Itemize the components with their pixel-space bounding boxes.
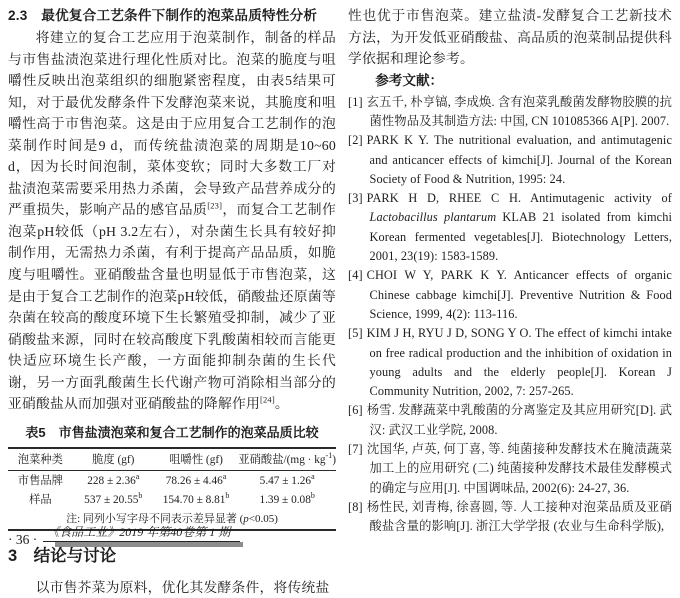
reference-item-1 (348, 93, 672, 132)
reference-number: [8] (348, 499, 363, 514)
reference-text: PARK K Y. The nutritional evaluation, and antimutagenic and anticancer effects of kimchi[J]. Journal of the Korean Society of Food & Nutrition, 1995: 24. (366, 133, 672, 186)
cell-sig-letter: b (225, 491, 230, 501)
reference-number: [2] (348, 133, 363, 148)
reference-item-3 (348, 189, 672, 266)
note-text-end: <0.05) (248, 512, 278, 525)
journal-info: 《食品工业》2019 年第40卷第 1 期 (43, 525, 240, 542)
right-column (348, 5, 672, 598)
reference-text: PARK H D, RHEE C H. Antimutagenic activity of (366, 191, 672, 206)
cell-number: 228 ± 2.36 (87, 475, 136, 488)
cell-sig-letter: b (138, 491, 143, 501)
cell-number: 78.26 ± 4.46 (165, 475, 223, 488)
cell-value (73, 470, 154, 490)
reference-number: [6] (348, 403, 363, 418)
paragraph-text-1: 将建立的复合工艺应用于泡菜制作，制备的样品与市售盐渍泡菜进行理化性质对比。泡菜的脆度与咀嚼性反映出泡菜组织的细胞紧密程度，由表5结果可知，对于最优发酵条件下发酵泡菜来说，其脆度和咀嚼性高于市售泡菜。这是由于应用复合工艺制作的泡菜制作时间是9 d，而传统盐渍泡菜的周期是10~60 d，因为长时间泡制，菜体变软；同时大多数工厂对盐渍泡菜需要采用热力杀菌，会导致产品营养成分的严重损失，影响产品的感官品质 (8, 30, 336, 218)
header-nitrite (238, 448, 336, 471)
reference-text: 玄五千, 朴亨镐, 李成焕. 含有泡菜乳酸菌发酵物胶膜的抗菌性物品及其制造方法: 中国, CN 101085366 A[P]. 2007. (366, 94, 672, 128)
left-column (8, 5, 336, 598)
reference-number: [4] (348, 268, 363, 283)
header-nitrite-text: 亚硝酸盐/(mg · kg (238, 453, 326, 466)
journal-info-block (43, 523, 243, 547)
reference-item-6 (348, 401, 672, 440)
header-nitrite-close: ) (332, 453, 336, 466)
reference-text: 杨雪. 发酵蔬菜中乳酸菌的分离鉴定及其应用研究[D]. 武汉: 武汉工业学院, 2008. (366, 403, 672, 437)
table-row-sample (8, 490, 336, 509)
reference-item-4 (348, 266, 672, 324)
reference-number: [5] (348, 326, 363, 341)
cell-value (154, 470, 239, 490)
paragraph-text-2: ，而复合工艺制作泡菜pH较低（pH 3.2左右），对杂菌生长具有较好抑制作用，无需热力杀菌，有利于提高产品品质，如脆度与咀嚼性。亚硝酸盐含量也明显低于市售泡菜，这是由于复合工艺制作的泡菜pH较低，硝酸盐还原菌等杂菌在较高的酸度环境下生长繁殖受抑制，减少了亚硝酸盐来源，同时在较高酸度下乳酸菌相较而言能更快适应环境生长产酸，一方面能抑制杂菌的生长代谢，另一方面乳酸菌生长代谢产物可消除相当部分的亚硝酸盐从而加强对亚硝酸盐的降解作用 (8, 202, 336, 412)
reference-text: CHOI W Y, PARK K Y. Anticancer effects of organic Chinese cabbage kimchi[J]. Preventive Nutrition & Food Science, 1999, 4(2): 113-116. (366, 268, 672, 321)
reference-number: [3] (348, 191, 363, 206)
section-2-3-heading: 2.3 最优复合工艺条件下制作的泡菜品质特性分析 (8, 8, 318, 23)
table-caption: 表5 市售盐渍泡菜和复合工艺制作的泡菜品质比较 (25, 424, 319, 440)
continuation-paragraph: 性也优于市售泡菜。建立盐渍-发酵复合工艺新技术方法，为开发低亚硝酸盐、高品质的泡菜制品提供科学依据和理论参考。 (348, 8, 672, 67)
cell-value (73, 490, 154, 509)
page-footer (8, 523, 243, 547)
reference-item-8 (348, 498, 672, 537)
reference-number: [1] (348, 94, 363, 109)
page-number: · 36 · (8, 532, 38, 547)
two-column-layout (8, 5, 672, 598)
table-header-row (8, 448, 336, 471)
analysis-paragraph (8, 27, 336, 415)
cell-number: 5.47 ± 1.26 (259, 475, 312, 488)
conclusion-paragraph: 以市售芥菜为原料，优化其发酵条件，将传统盐 (35, 579, 330, 595)
table-row-market-brand (8, 470, 336, 490)
reference-species-italic: Lactobacillus plantarum (369, 210, 497, 225)
citation-ref-24: [24] (259, 394, 275, 405)
cell-row-name: 市售品牌 (17, 474, 63, 487)
cell-value (154, 490, 239, 509)
citation-ref-23: [23] (207, 200, 223, 211)
cell-row-name: 样品 (29, 493, 52, 506)
reference-item-2 (348, 131, 672, 189)
references-list (348, 93, 672, 537)
reference-item-7 (348, 440, 672, 498)
cell-sig-letter: b (310, 491, 315, 501)
cell-sig-letter: a (222, 472, 227, 482)
reference-text: KIM J H, RYU J D, SONG Y O. The effect of kimchi intake on free radical production and the inhibition of oxidation in young adults and the elderly people[J]. Korean J Community Nutrition, 2002, 7: 257-265. (366, 326, 672, 399)
header-crispness: 脆度 (gf) (73, 448, 154, 471)
cell-sig-letter: a (311, 472, 315, 482)
reference-text-cont: KLAB 21 isolated from kimchi Korean fermented vegetables[J]. Biotechnology Letters, 2001, 23(19): 1583-1589. (369, 210, 672, 264)
cell-value (238, 490, 336, 509)
paragraph-text-3: 。 (274, 396, 289, 412)
section-3-heading: 3 结论与讨论 (8, 546, 117, 565)
cell-number: 1.39 ± 0.08 (259, 494, 311, 507)
reference-text: 杨性民, 刘青梅, 徐喜圆, 等. 人工接种对泡菜品质及亚硝酸盐含量的影响[J]. 浙江大学学报 (农业与生命科学版), (366, 499, 672, 534)
header-pickle-type: 泡菜种类 (8, 448, 73, 471)
note-text: 注: 同列小写字母不同表示差异显著 ( (66, 512, 244, 525)
reference-number: [7] (348, 441, 363, 456)
header-nitrite-sup: -1 (325, 451, 333, 461)
header-chewiness: 咀嚼性 (gf) (154, 448, 239, 471)
cell-value (238, 470, 336, 490)
quality-comparison-table (8, 447, 336, 531)
note-p-italic: p (243, 512, 249, 525)
cell-number: 154.70 ± 8.81 (162, 494, 226, 507)
footer-rule-shadow (55, 542, 243, 547)
reference-item-5 (348, 324, 672, 401)
reference-text: 沈国华, 卢英, 何丁喜, 等. 纯菌接种发酵技术在腌渍蔬菜加工上的应用研究 (二) 纯菌接种发酵技术最佳发酵模式的确定与应用[J]. 中国调味品, 2002(6): 24-27, 36. (366, 441, 672, 495)
cell-number: 537 ± 20.55 (84, 494, 139, 507)
cell-sig-letter: a (135, 472, 140, 482)
references-heading: 参考文献： (375, 72, 444, 88)
